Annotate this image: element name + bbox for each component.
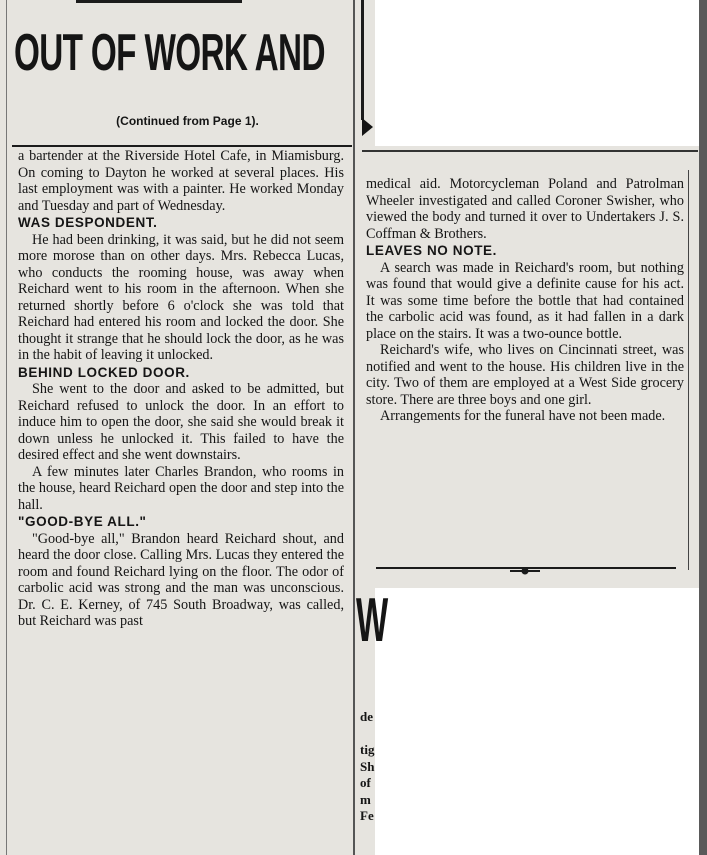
body-paragraph: A search was made in Reichard's room, but nothing was found that would give a definite cause for his act. It was some time before the bottle that had contained the carbolic acid was found, as it had fallen in a dark place on the stairs. It was a two-ounce bottle.: [366, 259, 684, 342]
lead-paragraph: medical aid. Motorcycleman Poland and Patrolman Wheeler investigated and called Coroner Swisher, who viewed the body and turned it over to Undertakers J. S. Coffman & Brothers.: [366, 176, 684, 242]
gutter-rule: [353, 0, 355, 855]
section-heading: LEAVES NO NOTE.: [366, 243, 498, 258]
body-paragraph: Reichard's wife, who lives on Cincinnati street, was notified and went to the house. His children live in the city. Two of them are employed at a West Side grocery store. There are three boys and one girl.: [366, 342, 684, 408]
body-paragraph: She went to the door and asked to be admitted, but Reichard refused to unlock the door. In an effort to induce him to open the door, she said she would break it down unless he unlocked it. This failed to have the desired effect and she went downstairs.: [18, 381, 344, 463]
body-paragraph: "Good-bye all," Brandon heard Reichard shout, and heard the door close. Calling Mrs. Lucas they entered the room and found Reichard lying on the floor. The odor of carbolic acid was strong and the man was unconscious. Dr. C. E. Kerney, of 745 South Broadway, was called, but Reichard was past: [18, 530, 344, 629]
continued-note: (Continued from Page 1).: [116, 114, 259, 128]
adjacent-headline-letter: W: [356, 586, 389, 655]
article-column-right: [366, 176, 684, 425]
adjacent-fragment: of: [360, 775, 371, 790]
headline: OUT OF WORK AND: [14, 24, 325, 82]
body-paragraph: Arrangements for the funeral have not been made.: [380, 408, 666, 424]
body-paragraph: He had been drinking, it was said, but he did not seem more morose than on other days. Mrs. Rebecca Lucas, who conducts the rooming house, was away when Reichard went to his room in the afternoon. When she returned shortly before 6 o'clock she was told that Reichard had entered his room and locked the door. She thought it strange that he should lock the door, as he was in the habit of leaving it unlocked.: [18, 231, 344, 363]
adjacent-fragment: Fe: [360, 808, 374, 823]
end-ornament: [510, 567, 540, 575]
right-column-rule: [688, 170, 689, 570]
adjacent-fragment: de: [360, 709, 373, 724]
headline-rule: [12, 145, 352, 147]
body-paragraph: A few minutes later Charles Brandon, who rooms in the house, heard Reichard open the door and step into the hall.: [18, 463, 344, 513]
top-rule: [76, 0, 242, 3]
section-heading: "GOOD-BYE ALL.": [18, 514, 147, 529]
next-column-rule: [361, 0, 364, 120]
section-heading: BEHIND LOCKED DOOR.: [18, 364, 190, 380]
continuation-top-rule: [362, 150, 698, 152]
section-heading: WAS DESPONDENT.: [18, 215, 158, 230]
adjacent-fragment: tig: [360, 742, 375, 757]
article-column-left: [18, 148, 344, 630]
adjacent-fragment: Sh: [360, 759, 375, 774]
scan-edge: [699, 0, 707, 855]
left-column-rule: [6, 0, 7, 855]
adjacent-fragment: m: [360, 792, 371, 807]
lead-paragraph: a bartender at the Riverside Hotel Cafe, in Miamisburg. On coming to Dayton he worked at several places. His last employment was with a painter. He worked Monday and Tuesday and part of Wednesday.: [18, 148, 344, 214]
